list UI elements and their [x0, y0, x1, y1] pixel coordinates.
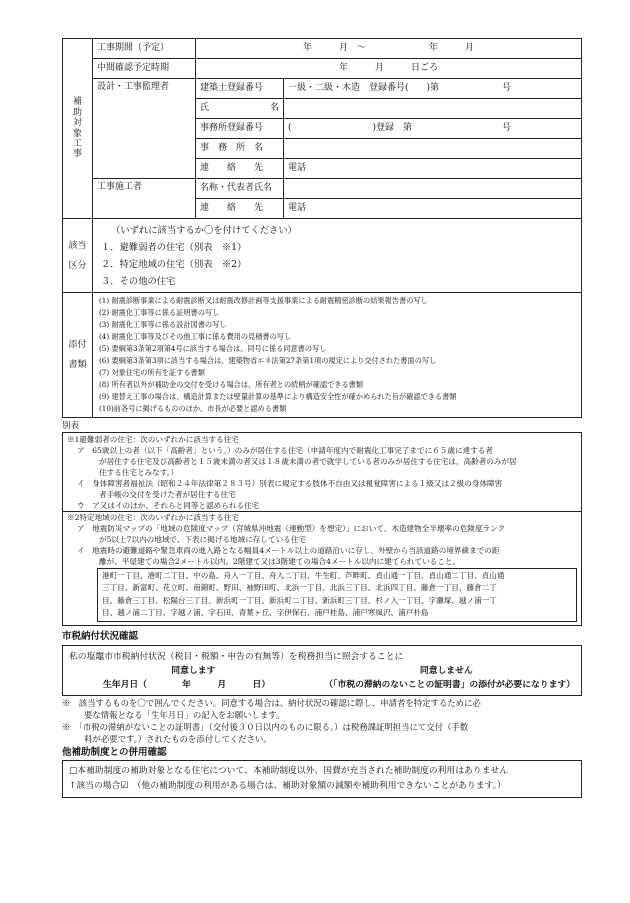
- designer-contact-label: 連 絡 先: [196, 159, 284, 179]
- tax-note-1-cont: 要な情報となる「生年月日」の記入をお願いします。: [84, 709, 285, 720]
- areas-row: 港町一丁目、港町二丁目、中の島、舟入一丁目、舟入二丁目、牛生町、芦畔町、貞山通一丁目、貞山通二丁目、貞山通: [102, 570, 505, 580]
- s2-item-b: イ 地震時の避難道路や緊急車両の進入路となる幅員4メートル以上の道路沿いに存し、外壁から当該道路の境界線までの距: [77, 545, 500, 555]
- consent-options: [69, 664, 575, 678]
- designer-name-field[interactable]: [284, 99, 582, 119]
- areas-row: 目、藤倉三丁目、松陽台三丁目、新浜町一丁目、新浜町二丁目、新浜町三丁目、杉ノ入一丁目、字瀬塚、越ノ浦一丁: [102, 595, 497, 605]
- tax-note-2: ※ 「市税の滞納がないことの証明書」（交付後３０日以内のものに限る。）は税務課証明担当にて交付（手数: [62, 721, 469, 732]
- main-form-table: [62, 38, 582, 418]
- office-reg-label: 事務所登録番号: [196, 119, 284, 139]
- applies-option-2[interactable]: ２．特定地域の住宅（別表 ※2）: [101, 258, 247, 270]
- agree-option[interactable]: 同意します: [171, 665, 216, 676]
- tax-notes: [62, 697, 582, 745]
- other-subsidy-checkbox[interactable]: □本補助制度の補助対象となる住宅について、本補助制度以外、国費が充当された補助制度の利用はありません: [69, 766, 509, 777]
- attachment-item: (10)前各号に掲げるもののほか、市長が必要と認める書類: [99, 404, 287, 413]
- s2-item-a: ア 地震防災マップの「地域の危険度マップ（宮城県沖地震（連動型）を想定）」において、木造建物全半壊率の危険度ランク: [77, 523, 506, 533]
- representative-label: 名称・代表者氏名: [196, 179, 284, 199]
- architect-reg-field[interactable]: 一級・二級・木造 登録番号( )第 号: [284, 79, 582, 99]
- attachment-item: (1) 耐震診断事業による耐震診断又は耐震改修計画等支援事業による耐震精密診断の結果報告書の写し: [99, 296, 428, 305]
- office-name-field[interactable]: [284, 139, 582, 159]
- period-field[interactable]: 年 月 ～ 年 月: [196, 39, 582, 59]
- attachment-item: (3) 耐震化工事等に係る設計図書の写し: [99, 320, 227, 329]
- tax-note-1: ※ 該当するものを〇で囲んでください。同意する場合は、納付状況の確認に際し、申請者を特定するために必: [62, 697, 481, 708]
- s1-title: ※1避難弱者の住宅：次のいずれかに該当する住宅: [67, 434, 239, 444]
- office-name-label: 事 務 所 名: [196, 139, 284, 159]
- disagree-option[interactable]: 同意しません: [419, 665, 473, 676]
- other-subsidy-title: 他補助制度との併用確認: [62, 746, 167, 758]
- s1-item-a: ア 65歳以上の者（以下「高齢者」という。）のみが居住する住宅（申請年度内で耐震化工事完了までに６５歳に達する者: [77, 445, 493, 455]
- attachment-item: (4) 耐震化工事等及びその他工事に係る費用の見積書の写し: [99, 332, 292, 341]
- applies-header: （いずれに該当するか〇を付けてください）: [111, 224, 297, 236]
- interim-field[interactable]: 年 月 日ごろ: [196, 59, 582, 79]
- tax-box: [62, 645, 582, 696]
- other-subsidy-note: ↑該当の場合☑ （他の補助制度の利用がある場合は、補助対象額の減額や補助利用できないことがあります。）: [69, 781, 506, 792]
- s1-item-b: イ 身体障害者福祉法（昭和２４年法律第２８３号）別表に規定する肢体不自由又は視覚障害による１級又は２級の身体障害: [77, 478, 503, 488]
- designer-phone-field[interactable]: 電話: [284, 159, 582, 179]
- applies-label: 該当 区分: [63, 219, 93, 293]
- attachment-item: (6) 要綱第3条第3項に該当する場合は、建築物省エネ法第27条第1項の規定により交付された書面の写し: [99, 356, 437, 365]
- contractor-contact-label: 連 絡 先: [196, 199, 284, 219]
- tax-consent-text: 私の塩竈市市税納付状況（税目・税額・申告の有無等）を税務担当に照会することに: [69, 651, 404, 662]
- tax-note-2-cont: 料が必要です。）されたものを添付してください。: [84, 733, 272, 744]
- designer-label: 設計・工事監理者: [93, 79, 196, 179]
- other-subsidy-box: [62, 760, 582, 798]
- birthdate-field[interactable]: 生年月日（ 年 月 日）: [103, 679, 271, 690]
- tax-section-title: 市税納付状況確認: [62, 630, 139, 642]
- contractor-label: 工事施工者: [93, 179, 196, 219]
- birthdate-row: [69, 678, 575, 692]
- designer-name-label: 氏 名: [196, 99, 284, 119]
- attachment-item: (8) 所有者以外が補助金の交付を受ける場合は、所有者との続柄が確認できる書類: [99, 380, 364, 389]
- subsidy-target-label: 補 助 対 象 工 事: [63, 39, 93, 219]
- s2-title: ※2特定地域の住宅：次のいずれかに該当する住宅: [63, 511, 581, 523]
- interim-label: 中間確認予定時期: [93, 59, 196, 79]
- applies-option-3[interactable]: ３．その他の住宅: [101, 275, 176, 287]
- attachment-item: (9) 建替え工事の場合は、構造計算または壁量計算の基準により構造安全性が確かめられた旨が確認できる書類: [99, 392, 457, 401]
- representative-field[interactable]: [284, 179, 582, 199]
- period-label: 工事期間（予定）: [93, 39, 196, 59]
- areas-row: 三丁目、新富町、花立町、南錦町、野田、袖野田町、北浜一丁目、北浜三丁目、北浜四丁目、藤倉一丁目、藤倉二丁: [102, 583, 497, 593]
- appendix-title: 別表: [62, 421, 80, 431]
- attachments-label: 添付 書類: [63, 293, 93, 418]
- attachment-item: (5) 要綱第3条第2項第4号に該当する場合は、同号に係る同意書の写し: [99, 344, 327, 353]
- areas-table: [97, 568, 577, 622]
- appendix-box: [62, 432, 582, 626]
- applies-option-1[interactable]: １．避難弱者の住宅（別表 ※1）: [101, 241, 247, 253]
- attachment-item: (2) 耐震化工事等に係る証明書の写し: [99, 308, 220, 317]
- s2-item-a-cont: が5以上7以内の地域で、下表に掲げる地域に存している住宅: [99, 534, 306, 544]
- s1-item-a-cont: が居住する住宅及び高齢者と１５歳未満の者又は１８歳未満の者で就学している者のみが居住する住宅は、高齢者のみが居: [99, 456, 517, 466]
- office-reg-field[interactable]: ( )登録 第 号: [284, 119, 582, 139]
- attachment-item: (7) 対象住宅の所有を証する書類: [99, 368, 205, 377]
- areas-row: 目、越ノ浦二丁目、字越ノ浦、字石田、青葉ヶ丘、字伊保石、浦戸桂島、浦戸寒風沢、浦戸朴島: [102, 608, 429, 618]
- s1-item-a-cont: 住する住宅とみなす。）: [99, 467, 179, 477]
- s1-item-c: ウ ア又はイのほか、それらと同等と認められる住宅: [77, 500, 260, 510]
- architect-reg-label: 建築士登録番号: [196, 79, 284, 99]
- certificate-note: （「市税の滞納のないことの証明書」の添付が必要になります）: [324, 679, 575, 690]
- s2-item-b-cont: 離が、平屋建ての場合2メートル以内、2階建て又は3階建ての場合4メートル以内に建てられていること。: [99, 556, 461, 566]
- contractor-phone-field[interactable]: 電話: [284, 199, 582, 219]
- attachments-list: [93, 293, 582, 418]
- applies-options: [93, 219, 582, 293]
- s1-item-b-cont: 者手帳の交付を受けた者が居住する住宅: [99, 489, 236, 499]
